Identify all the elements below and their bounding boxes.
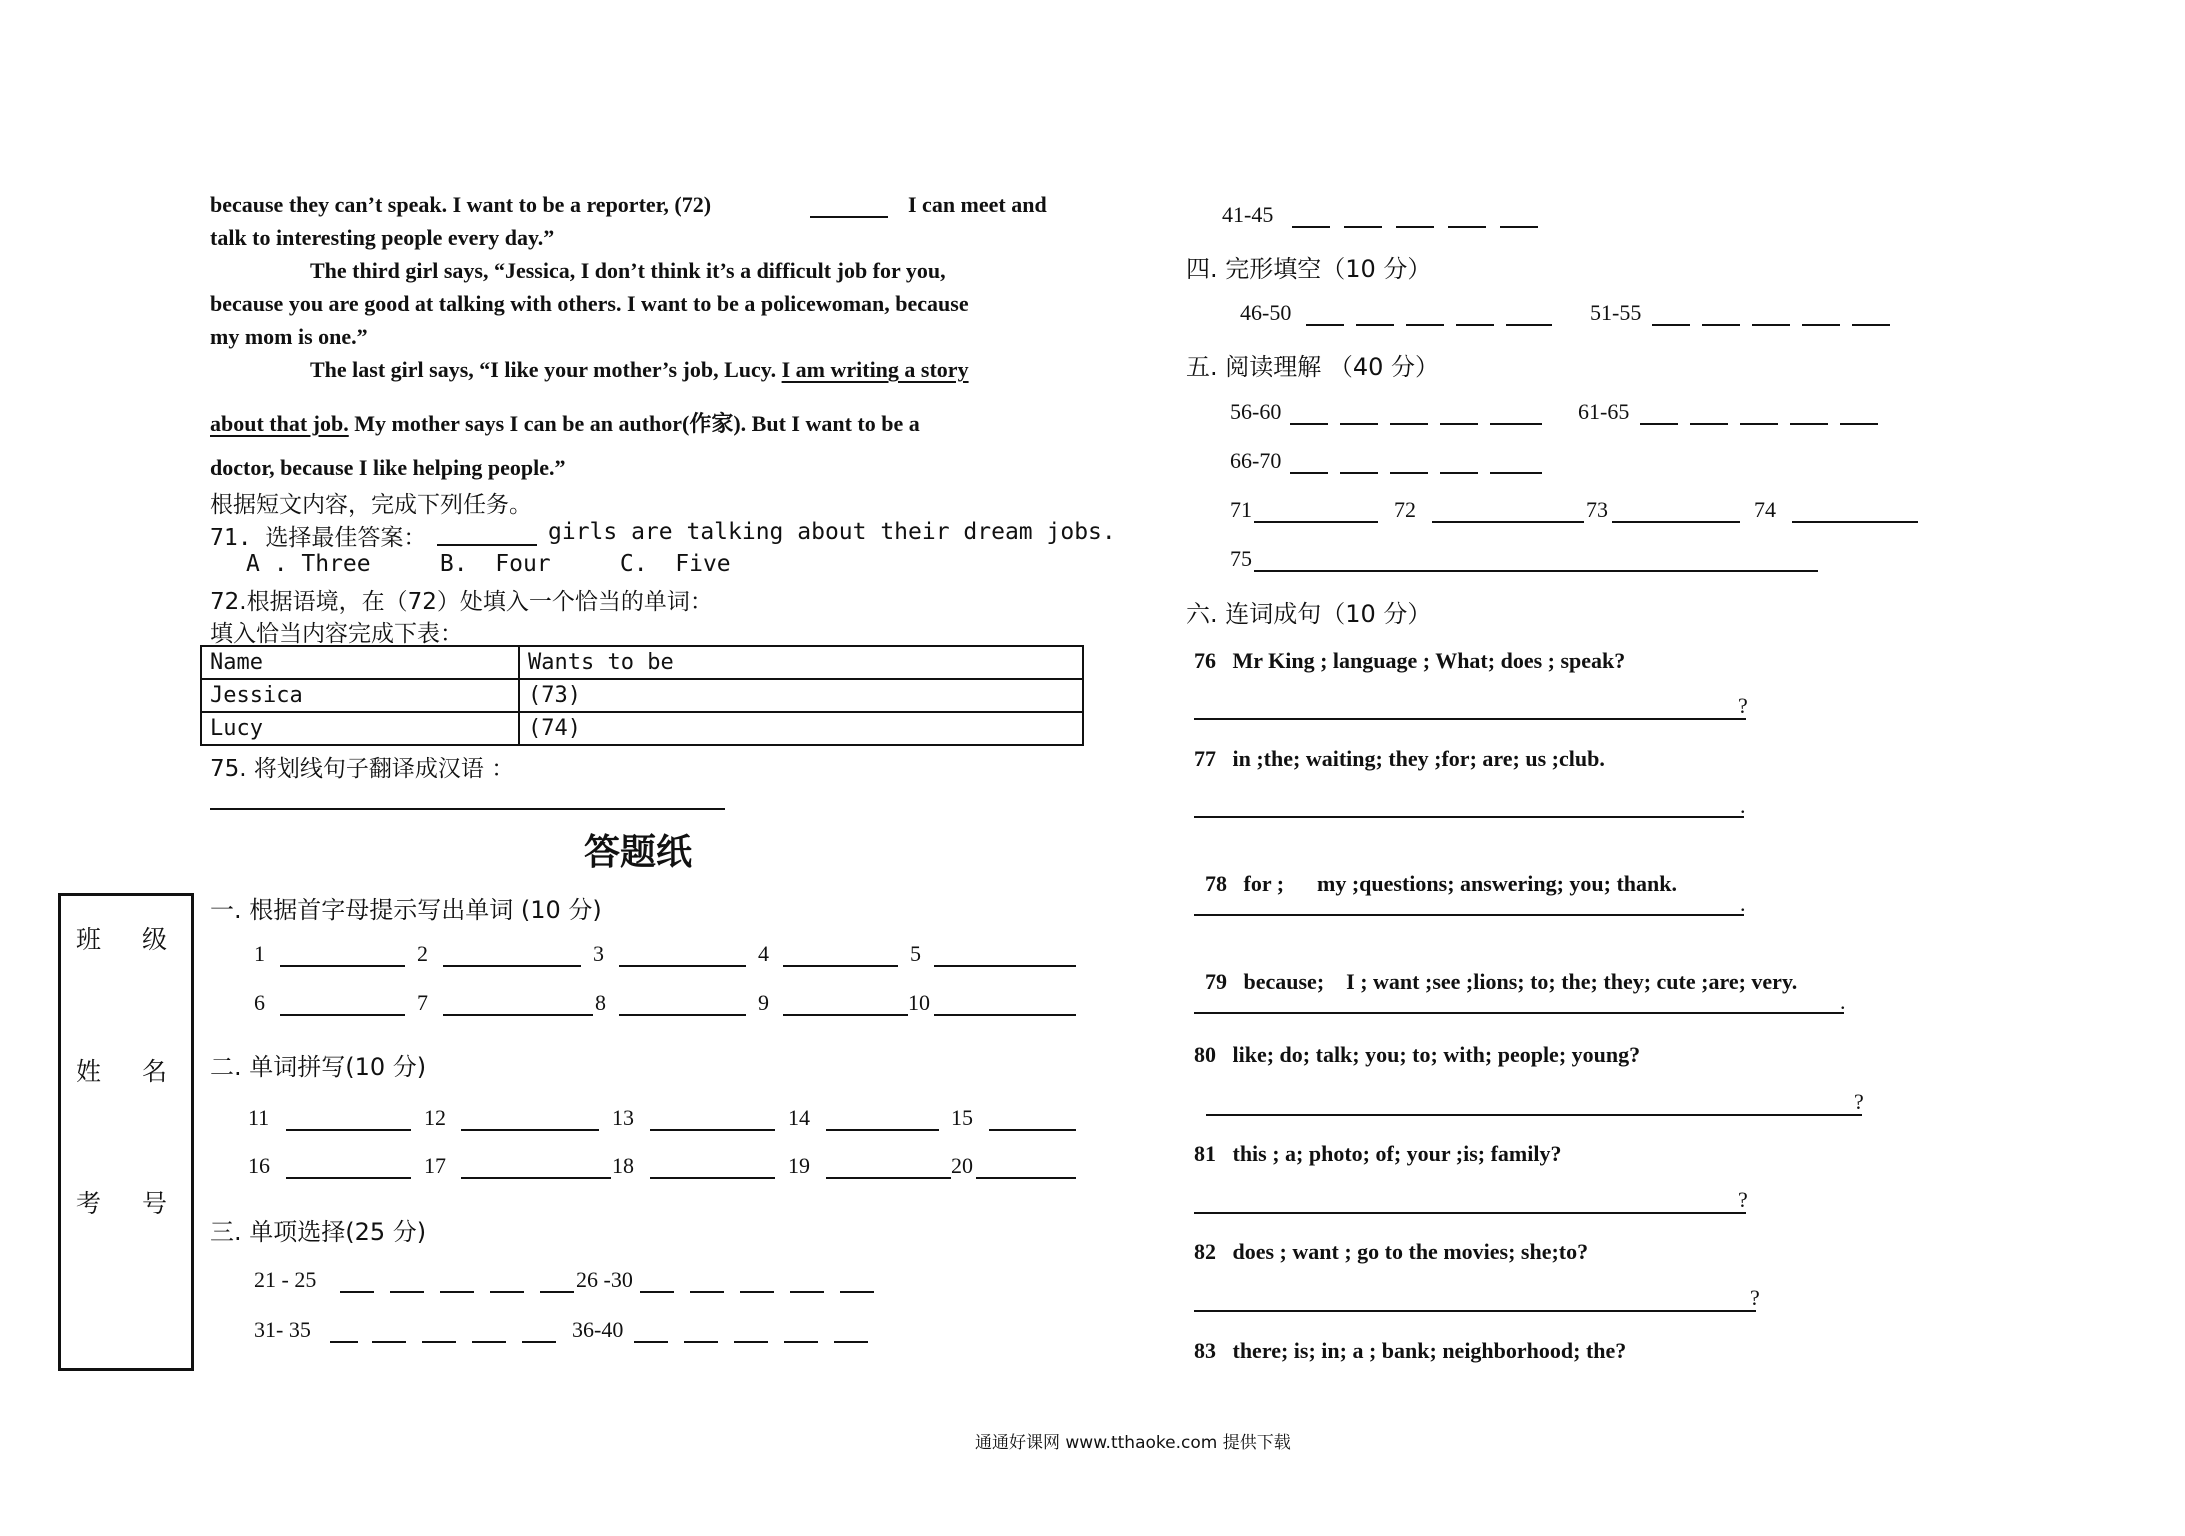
s4-blank[interactable] (1652, 324, 1690, 326)
s6-q76 (1194, 648, 1625, 674)
s3-blank[interactable] (1500, 226, 1538, 228)
s2-num-15: 15 (951, 1105, 973, 1130)
s1-num-7: 7 (417, 990, 428, 1015)
s5-num-74: 74 (1754, 497, 1776, 522)
s1-blank-2[interactable] (443, 965, 581, 967)
s6-words: because; I ; want ;see ;lions; to; the; they; cute ;are; very. (1243, 969, 1798, 994)
s3-blank[interactable] (540, 1291, 574, 1293)
passage-line-1b: I can meet and (908, 192, 1047, 217)
q71-text: girls are talking about their dream jobs. (548, 519, 1116, 545)
s6-num: 80 (1194, 1042, 1216, 1067)
blank-72[interactable] (810, 216, 888, 218)
s4-blank[interactable] (1406, 324, 1444, 326)
student-id-label: 考 号 (76, 1189, 176, 1218)
table-cell-73[interactable]: (73) (519, 679, 1083, 712)
s6-words: Mr King ; language ; What; does ; speak? (1232, 648, 1626, 673)
s6-answer-82[interactable] (1194, 1310, 1756, 1312)
s5-blank[interactable] (1490, 423, 1542, 425)
s4-blank[interactable] (1356, 324, 1394, 326)
s3-blank[interactable] (834, 1341, 868, 1343)
s2-num-18: 18 (612, 1153, 634, 1178)
s3-blank[interactable] (790, 1291, 824, 1293)
s1-blank-9[interactable] (783, 1014, 908, 1016)
s3-range-41-45: 41-45 (1222, 202, 1274, 227)
s6-answer-77[interactable] (1194, 816, 1744, 818)
table-row (201, 679, 1083, 712)
s6-words: in ;the; waiting; they ;for; are; us ;club. (1232, 746, 1605, 771)
s5-blank-71[interactable] (1254, 521, 1378, 523)
s6-num: 77 (1194, 746, 1216, 771)
s3-blank[interactable] (640, 1291, 674, 1293)
passage-para4-line1 (310, 357, 969, 383)
passage-para3-line1: The third girl says, “Jessica, I don’t think it’s a difficult job for you, (310, 258, 946, 283)
s3-blank[interactable] (440, 1291, 474, 1293)
s4-blank[interactable] (1456, 324, 1494, 326)
s4-range-46-50: 46-50 (1240, 300, 1292, 325)
class-label: 班 级 (76, 925, 176, 954)
s1-blank-8[interactable] (619, 1014, 746, 1016)
s5-num-75: 75 (1230, 546, 1252, 571)
s1-blank-6[interactable] (280, 1014, 405, 1016)
blank-75-translation[interactable] (210, 808, 725, 810)
s3-blank[interactable] (734, 1341, 768, 1343)
s5-range-66-70: 66-70 (1230, 448, 1282, 473)
s1-num-5: 5 (910, 941, 921, 966)
s6-words: like; do; talk; you; to; with; people; young? (1232, 1042, 1641, 1067)
s3-range-21-25: 21 - 25 (254, 1267, 317, 1292)
s3-blank[interactable] (472, 1341, 506, 1343)
s1-num-6: 6 (254, 990, 265, 1015)
s3-blank[interactable] (1448, 226, 1486, 228)
s6-words: for ; my ;questions; answering; you; thank. (1243, 871, 1678, 896)
answer-sheet-title: 答题纸 (584, 832, 693, 873)
s3-blank[interactable] (372, 1341, 406, 1343)
table-cell: Lucy (201, 712, 519, 745)
s3-blank[interactable] (1396, 226, 1434, 228)
s6-answer-79[interactable] (1194, 1012, 1844, 1014)
s5-blank[interactable] (1490, 472, 1542, 474)
s5-range-61-65: 61-65 (1578, 399, 1630, 424)
s1-blank-1[interactable] (280, 965, 405, 967)
s2-num-13: 13 (612, 1105, 634, 1130)
s6-num: 79 (1205, 969, 1227, 994)
section-1-title: 一. 根据首字母提示写出单词 (10 分) (210, 896, 602, 924)
s6-num: 81 (1194, 1141, 1216, 1166)
s6-answer-76[interactable] (1194, 718, 1746, 720)
s5-num-71: 71 (1230, 497, 1252, 522)
s1-num-9: 9 (758, 990, 769, 1015)
footer-source: 通通好课网 www.tthaoke.com 提供下载 (975, 1433, 1291, 1453)
s5-blank[interactable] (1640, 423, 1678, 425)
underlined-sentence-part2: about that job. (210, 411, 349, 436)
s2-blank-11[interactable] (286, 1129, 411, 1131)
s5-blank[interactable] (1440, 423, 1478, 425)
s1-num-10: 10 (908, 990, 930, 1015)
s4-blank[interactable] (1506, 324, 1552, 326)
s2-blank-16[interactable] (286, 1177, 411, 1179)
section-6-title: 六. 连词成句（10 分） (1186, 600, 1432, 628)
passage-para3-line3: my mom is one.” (210, 324, 368, 349)
s6-num: 76 (1194, 648, 1216, 673)
s2-num-11: 11 (248, 1105, 270, 1130)
name-label: 姓 名 (76, 1057, 176, 1086)
s5-num-73: 73 (1586, 497, 1608, 522)
s3-blank[interactable] (684, 1341, 718, 1343)
s6-q80 (1194, 1042, 1640, 1068)
s5-blank[interactable] (1790, 423, 1828, 425)
s5-num-72: 72 (1394, 497, 1416, 522)
s1-num-8: 8 (595, 990, 606, 1015)
s6-num: 83 (1194, 1338, 1216, 1363)
s2-blank-13[interactable] (650, 1129, 775, 1131)
s2-num-17: 17 (424, 1153, 446, 1178)
s3-blank[interactable] (522, 1341, 556, 1343)
answer-table (200, 645, 1084, 746)
s3-blank[interactable] (840, 1291, 874, 1293)
section-2-title: 二. 单词拼写(10 分) (210, 1053, 427, 1081)
s4-blank[interactable] (1306, 324, 1344, 326)
s6-q83 (1194, 1338, 1626, 1364)
s6-q78 (1194, 845, 1677, 897)
s3-blank[interactable] (340, 1291, 374, 1293)
s3-range-36-40: 36-40 (572, 1317, 624, 1342)
s5-blank[interactable] (1340, 423, 1378, 425)
s6-end-79: . (1840, 989, 1846, 1014)
s5-blank[interactable] (1390, 423, 1428, 425)
s3-range-26-30: 26 -30 (576, 1267, 633, 1292)
s1-blank-10[interactable] (934, 1014, 1076, 1016)
passage-para4-line2 (210, 407, 920, 438)
s6-num: 82 (1194, 1239, 1216, 1264)
s6-end-80: ? (1854, 1089, 1864, 1114)
s2-blank-12[interactable] (461, 1129, 599, 1131)
s6-words: does ; want ; go to the movies; she;to? (1232, 1239, 1589, 1264)
passage-line-1a: because they can’t speak. I want to be a reporter, (72) (210, 192, 712, 217)
s2-blank-18[interactable] (650, 1177, 775, 1179)
underlined-sentence-part1: I am writing a story (781, 357, 969, 382)
s4-blank[interactable] (1802, 324, 1840, 326)
s1-blank-5[interactable] (934, 965, 1076, 967)
q72-prompt: 72.根据语境，在（72）处填入一个恰当的单词： (210, 589, 713, 615)
s3-blank[interactable] (1344, 226, 1382, 228)
q71-options: A . Three B. Four C. Five (246, 551, 731, 577)
s5-blank[interactable] (1340, 472, 1378, 474)
s3-blank[interactable] (490, 1291, 524, 1293)
s4-blank[interactable] (1702, 324, 1740, 326)
s3-blank[interactable] (1292, 226, 1330, 228)
table-header-row (201, 646, 1083, 679)
s6-end-81: ? (1738, 1187, 1748, 1212)
s5-blank[interactable] (1440, 472, 1478, 474)
s6-end-78: . (1740, 891, 1746, 916)
q71-prompt: 71. 选择最佳答案： (210, 525, 427, 551)
s1-num-2: 2 (417, 941, 428, 966)
s2-blank-14[interactable] (826, 1129, 939, 1131)
passage-para4-text: The last girl says, “I like your mother’s job, Lucy. (310, 357, 777, 382)
s1-num-1: 1 (254, 941, 265, 966)
s2-blank-20[interactable] (976, 1177, 1076, 1179)
s6-answer-81[interactable] (1194, 1212, 1746, 1214)
s1-blank-4[interactable] (783, 965, 898, 967)
s5-blank-74[interactable] (1792, 521, 1918, 523)
s6-num: 78 (1205, 871, 1227, 896)
s3-range-31-35: 31- 35 (254, 1317, 311, 1342)
table-header-wants: Wants to be (519, 646, 1083, 679)
s5-blank[interactable] (1690, 423, 1728, 425)
s6-words: this ; a; photo; of; your ;is; family? (1232, 1141, 1562, 1166)
s6-end-77: . (1740, 793, 1746, 818)
s3-blank[interactable] (690, 1291, 724, 1293)
passage-para4-text2: My mother says I can be an author(作家). But I want to be a (354, 411, 920, 436)
s4-blank[interactable] (1752, 324, 1790, 326)
s6-q82 (1194, 1239, 1588, 1265)
s5-range-56-60: 56-60 (1230, 399, 1282, 424)
s5-blank[interactable] (1290, 472, 1328, 474)
table-header-name: Name (201, 646, 519, 679)
s3-blank[interactable] (330, 1341, 358, 1343)
s6-end-76: ? (1738, 693, 1748, 718)
s1-num-3: 3 (593, 941, 604, 966)
section-4-title: 四. 完形填空（10 分） (1186, 255, 1432, 283)
s6-end-82: ? (1750, 1285, 1760, 1310)
s5-blank[interactable] (1290, 423, 1328, 425)
s5-blank[interactable] (1390, 472, 1428, 474)
s2-blank-15[interactable] (989, 1129, 1076, 1131)
s1-num-4: 4 (758, 941, 769, 966)
s6-answer-80[interactable] (1206, 1114, 1862, 1116)
s6-q79 (1194, 943, 1797, 995)
q75-prompt: 75. 将划线句子翻译成汉语 ： (210, 756, 515, 782)
s5-blank[interactable] (1740, 423, 1778, 425)
s1-blank-7[interactable] (443, 1014, 593, 1016)
s6-q77 (1194, 746, 1605, 772)
s3-blank[interactable] (784, 1341, 818, 1343)
tasks-intro: 根据短文内容，完成下列任务。 (210, 492, 532, 518)
section-3-title: 三. 单项选择(25 分) (210, 1218, 427, 1246)
s3-blank[interactable] (390, 1291, 424, 1293)
student-info-box (58, 893, 194, 1371)
s5-blank-73[interactable] (1612, 521, 1740, 523)
s6-q81 (1194, 1141, 1561, 1167)
s3-blank[interactable] (634, 1341, 668, 1343)
s2-blank-17[interactable] (461, 1177, 611, 1179)
s5-blank[interactable] (1840, 423, 1878, 425)
s4-range-51-55: 51-55 (1590, 300, 1642, 325)
s6-words: there; is; in; a ; bank; neighborhood; the? (1232, 1338, 1627, 1363)
s2-num-19: 19 (788, 1153, 810, 1178)
passage-para4-line3: doctor, because I like helping people.” (210, 455, 566, 480)
blank-71[interactable] (437, 544, 537, 546)
s2-num-12: 12 (424, 1105, 446, 1130)
table-cell: Jessica (201, 679, 519, 712)
s2-num-16: 16 (248, 1153, 270, 1178)
s2-blank-19[interactable] (826, 1177, 951, 1179)
table-cell-74[interactable]: (74) (519, 712, 1083, 745)
s3-blank[interactable] (740, 1291, 774, 1293)
s2-num-14: 14 (788, 1105, 810, 1130)
s3-blank[interactable] (422, 1341, 456, 1343)
s5-blank-72[interactable] (1432, 521, 1584, 523)
section-5-title: 五. 阅读理解 （40 分） (1186, 353, 1440, 381)
s2-num-20: 20 (951, 1153, 973, 1178)
passage-line-2: talk to interesting people every day.” (210, 225, 555, 250)
s6-answer-78[interactable] (1194, 914, 1744, 916)
q73-intro: 填入恰当内容完成下表： (210, 621, 463, 647)
s5-blank-75[interactable] (1254, 570, 1818, 572)
s4-blank[interactable] (1852, 324, 1890, 326)
s1-blank-3[interactable] (619, 965, 746, 967)
passage-para3-line2: because you are good at talking with others. I want to be a policewoman, because (210, 291, 969, 316)
table-row (201, 712, 1083, 745)
